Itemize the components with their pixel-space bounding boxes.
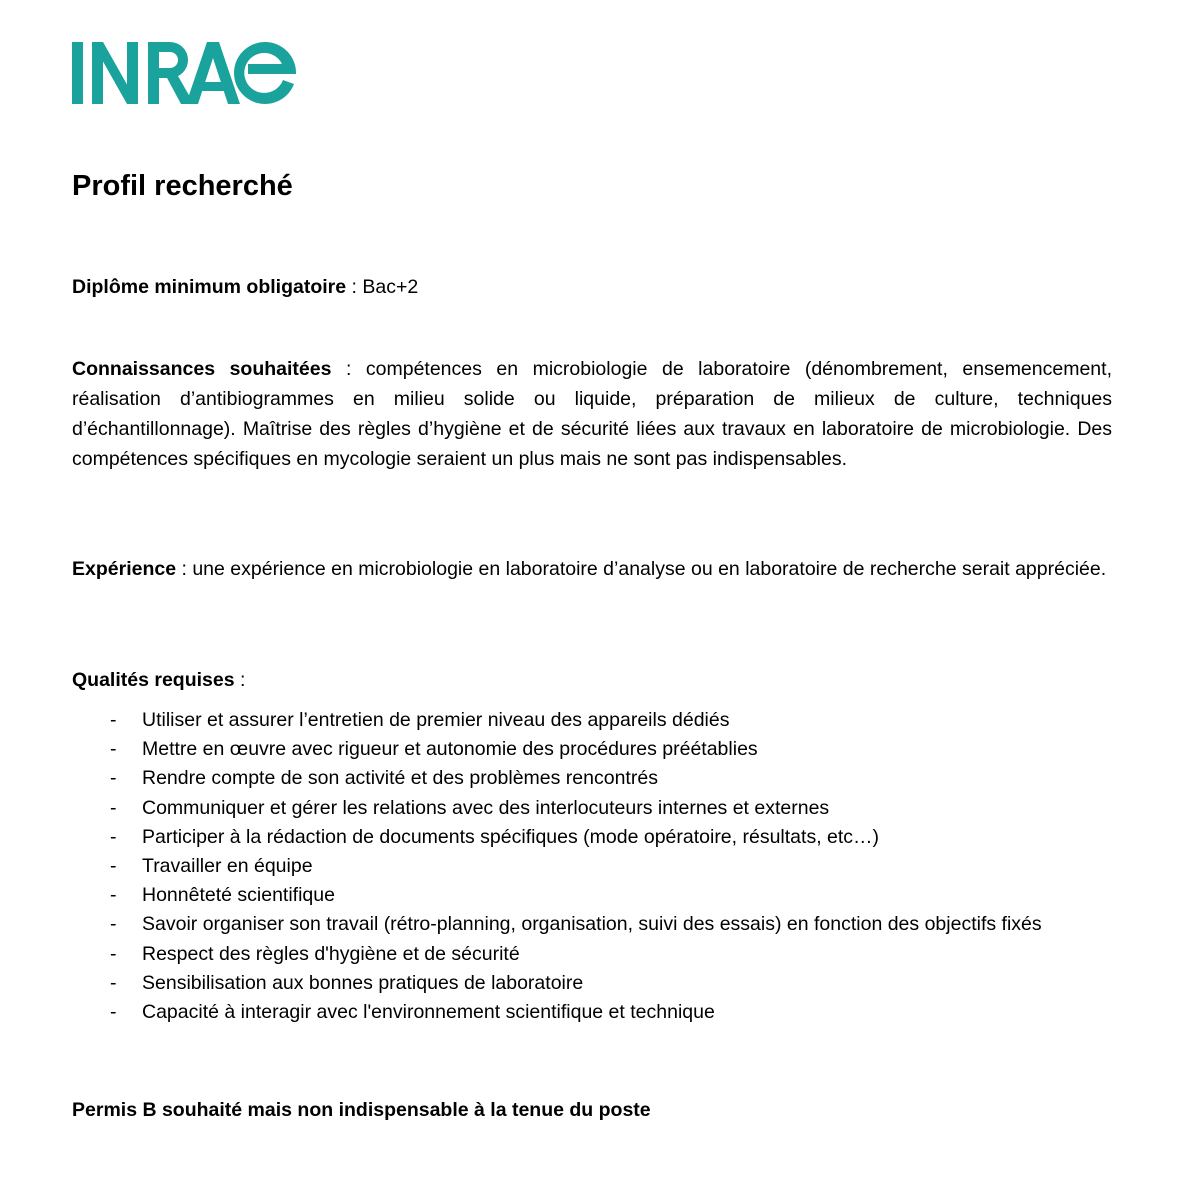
connaissances-label: Connaissances souhaitées <box>72 358 332 380</box>
bullet-dash: - <box>110 971 117 994</box>
list-item <box>72 852 1112 881</box>
bullet-dash: - <box>110 884 117 907</box>
experience-separator: : <box>176 558 193 580</box>
list-item <box>72 969 1112 998</box>
list-item-text: Respect des règles d'hygiène et de sécurité <box>142 942 520 965</box>
bullet-dash: - <box>110 825 117 848</box>
diplome-separator: : <box>346 276 363 298</box>
list-item-text: Travailler en équipe <box>142 855 313 878</box>
list-item-text: Sensibilisation aux bonnes pratiques de laboratoire <box>142 971 584 994</box>
bullet-dash: - <box>110 1001 117 1024</box>
list-item <box>72 940 1112 969</box>
bullet-dash: - <box>110 709 117 731</box>
bullet-dash: - <box>110 913 117 936</box>
list-item <box>72 881 1112 910</box>
list-item-text: Participer à la rédaction de documents spécifiques (mode opératoire, résultats, etc…) <box>142 825 880 848</box>
list-item-text: Mettre en œuvre avec rigueur et autonomie des procédures préétablies <box>142 738 758 761</box>
list-item <box>72 910 1112 939</box>
bullet-dash: - <box>110 767 117 790</box>
diplome-section <box>72 272 1112 302</box>
list-item-text: Honnêteté scientifique <box>142 884 335 907</box>
bullet-dash: - <box>110 942 117 965</box>
page-title: Profil recherché <box>72 170 293 202</box>
inrae-logo <box>70 38 298 108</box>
bullet-dash: - <box>110 738 117 761</box>
list-item <box>72 706 1112 735</box>
permis-requirement: Permis B souhaité mais non indispensable à la tenue du poste <box>72 1099 651 1121</box>
diplome-label: Diplôme minimum obligatoire <box>72 276 347 298</box>
list-item-text: Savoir organiser son travail (rétro-planning, organisation, suivi des essais) en fonction des objectifs fixés <box>142 913 1042 936</box>
inrae-logo-graphic <box>70 38 298 108</box>
list-item <box>72 998 1112 1027</box>
list-item <box>72 794 1112 823</box>
connaissances-section <box>72 354 1112 474</box>
qualites-separator: : <box>234 669 246 691</box>
bullet-dash: - <box>110 855 117 878</box>
list-item-text: Capacité à interagir avec l'environnement scientifique et technique <box>142 1001 715 1024</box>
experience-text: une expérience en microbiologie en laboratoire d’analyse ou en laboratoire de recherche serait appréciée. <box>192 558 1107 580</box>
list-item-text: Communiquer et gérer les relations avec des interlocuteurs internes et externes <box>142 796 830 819</box>
qualites-section-heading <box>72 665 1112 695</box>
experience-label: Expérience <box>72 558 177 580</box>
qualites-list <box>72 706 1112 1027</box>
diplome-value: Bac+2 <box>362 276 419 298</box>
list-item <box>72 735 1112 764</box>
list-item-text: Rendre compte de son activité et des problèmes rencontrés <box>142 767 658 790</box>
list-item <box>72 764 1112 793</box>
list-item-text: Utiliser et assurer l’entretien de premier niveau des appareils dédiés <box>142 709 730 731</box>
connaissances-separator: : <box>331 358 366 380</box>
list-item <box>72 823 1112 852</box>
experience-section <box>72 554 1112 584</box>
bullet-dash: - <box>110 796 117 819</box>
connaissances-text: compétences en microbiologie de laboratoire (dénombrement, ensemencement, réalisation d’antibiogrammes en milieu solide ou liquide, préparation de milieux de culture, techniques d’échantillonnage). Maîtrise des règles d’hygiène et de sécurité liées aux travaux en laboratoire de microbiologie. Des compétences spécifiques en mycologie seraient un plus mais ne sont pas indispensables. <box>72 358 1112 470</box>
qualites-label: Qualités requises <box>72 669 235 691</box>
